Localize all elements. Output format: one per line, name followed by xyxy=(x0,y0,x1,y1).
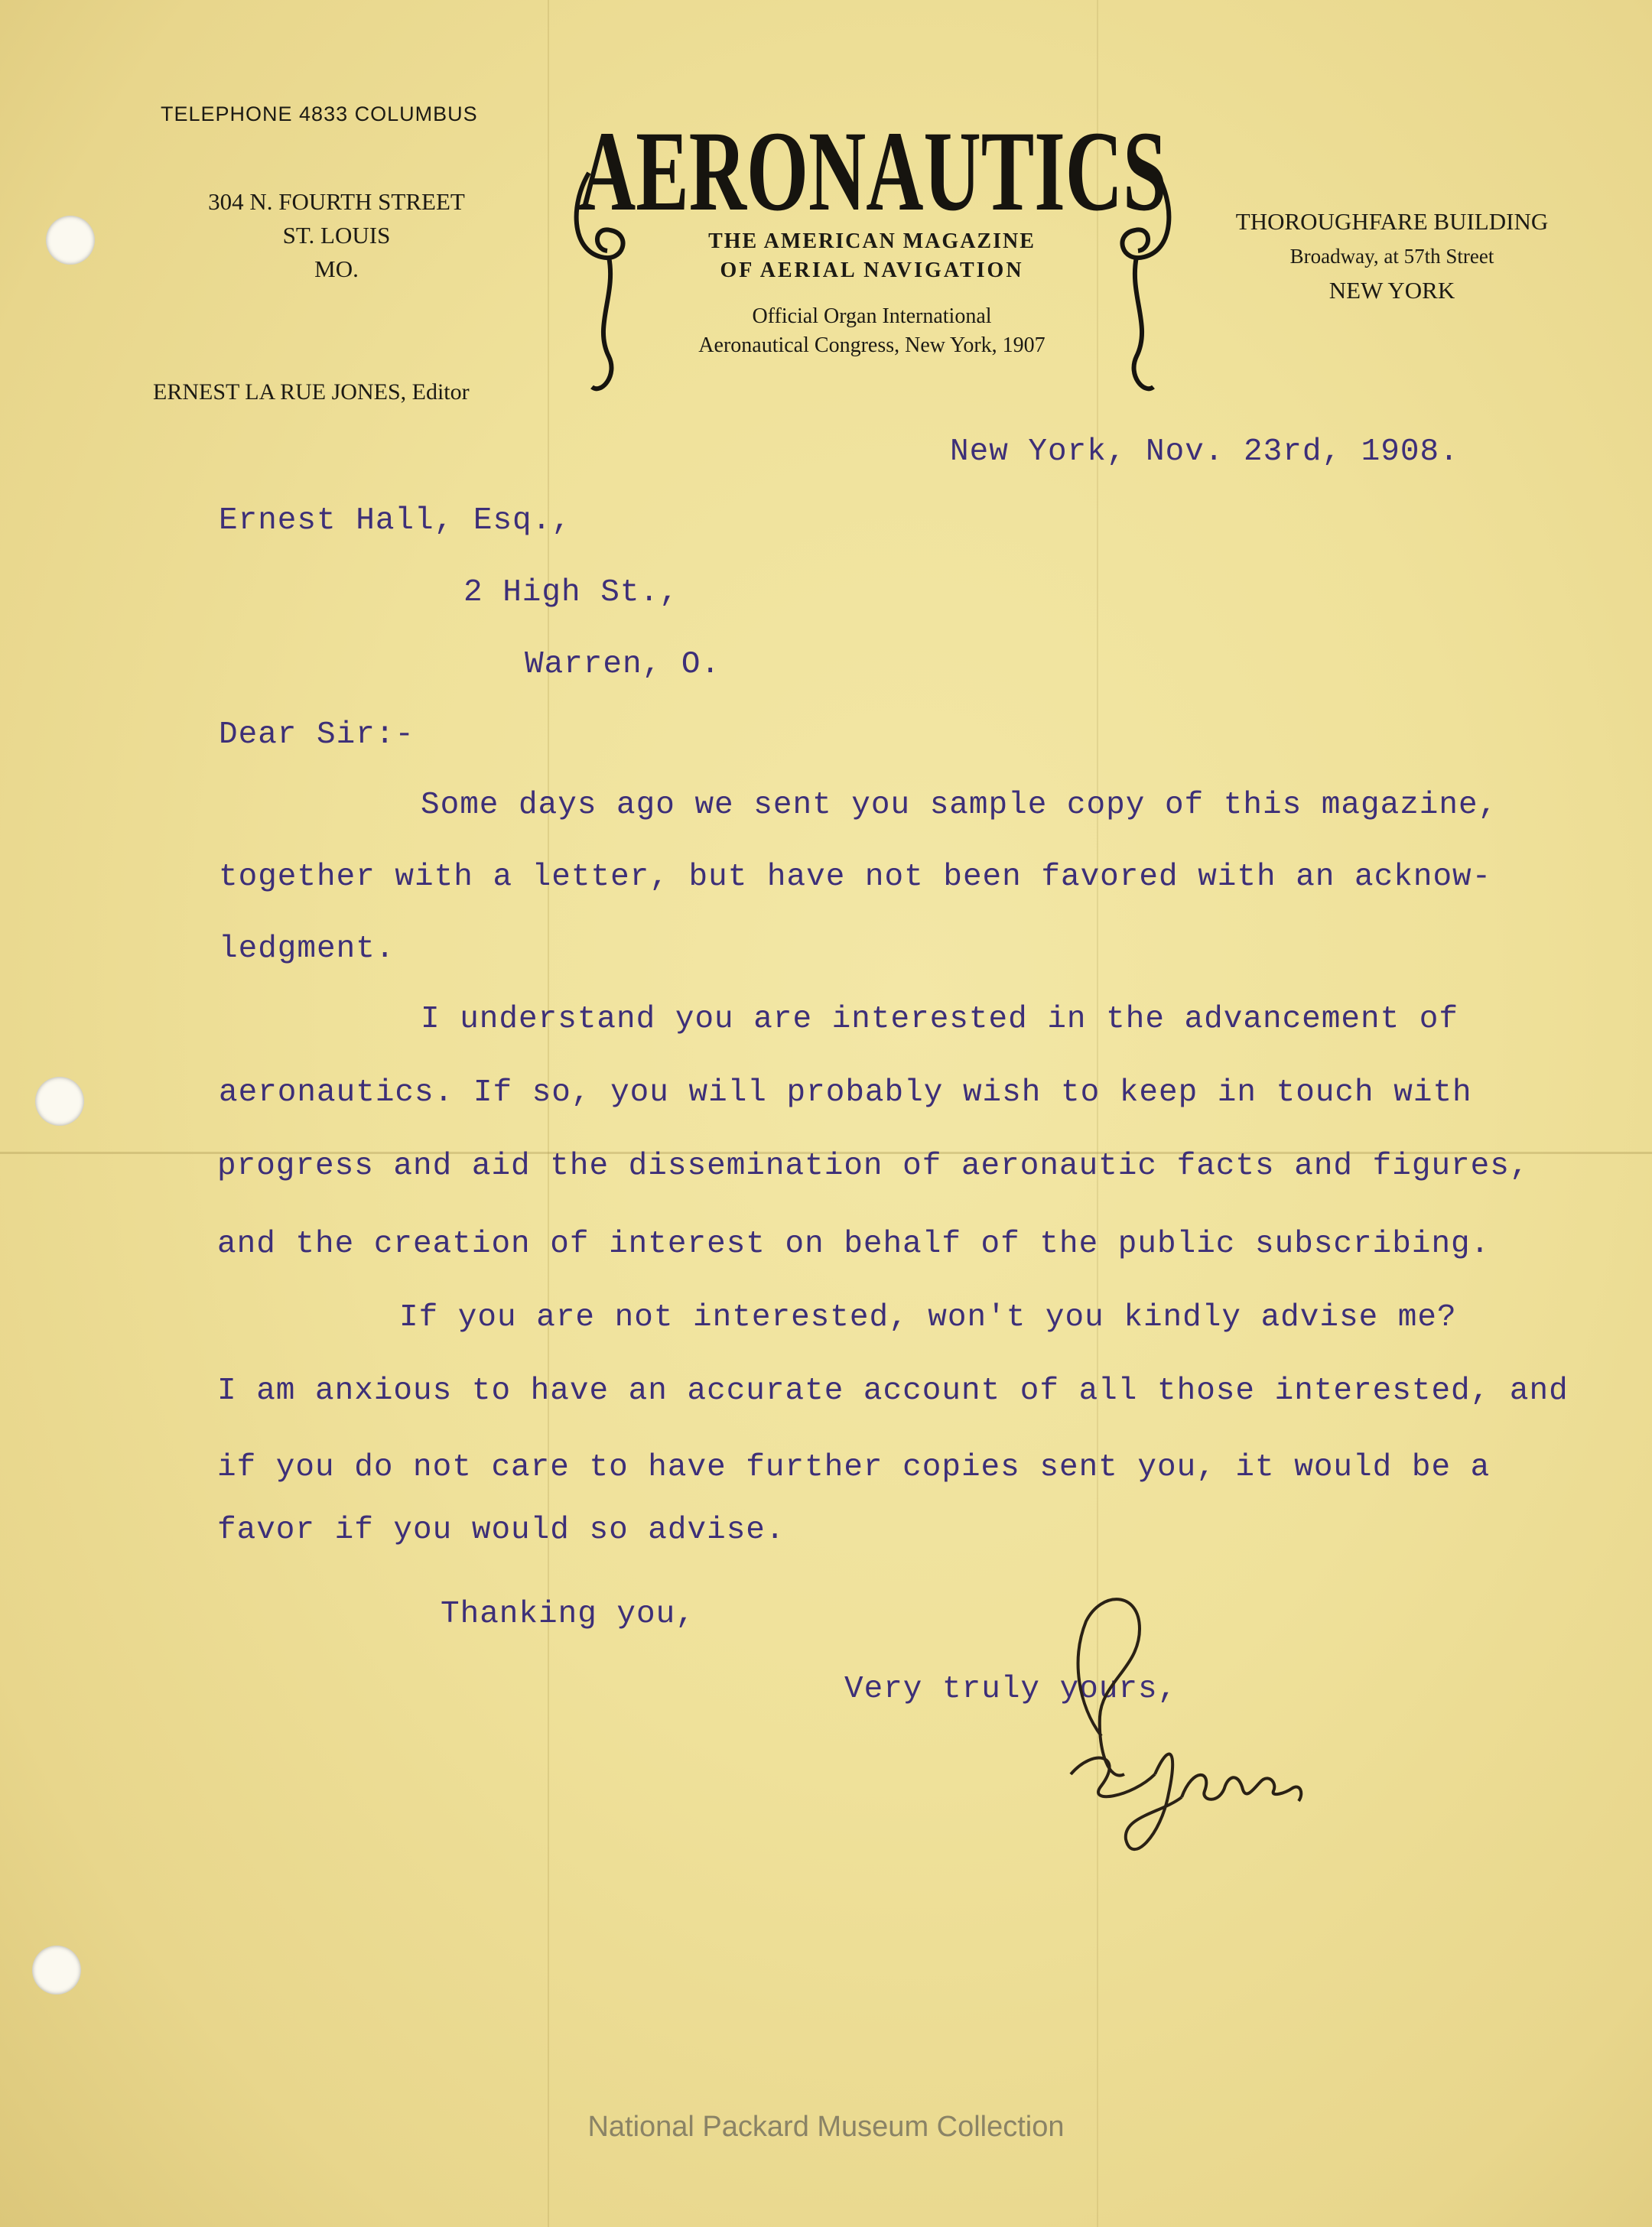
signature-stroke xyxy=(1126,1754,1182,1850)
collection-watermark: National Packard Museum Collection xyxy=(587,2111,1065,2143)
letterhead-street: 304 N. FOURTH STREET xyxy=(208,188,465,215)
punch-hole xyxy=(32,1946,81,1995)
body-line: aeronautics. If so, you will probably wish to keep in touch with xyxy=(219,1075,1472,1110)
masthead-tagline: OF AERIAL NAVIGATION xyxy=(720,258,1024,282)
signature-stroke xyxy=(1182,1775,1301,1801)
letter-date: New York, Nov. 23rd, 1908. xyxy=(950,434,1459,470)
letter-closing: Very truly yours, xyxy=(844,1672,1178,1707)
body-line: if you do not care to have further copies sent you, it would be a xyxy=(217,1450,1491,1485)
fold-line xyxy=(548,0,549,2227)
masthead-official: Official Organ International xyxy=(752,304,992,328)
letterhead-telephone: TELEPHONE 4833 COLUMBUS xyxy=(161,102,478,125)
letterhead-building: THOROUGHFARE BUILDING xyxy=(1235,208,1549,235)
body-line: together with a letter, but have not been favored with an acknow- xyxy=(219,860,1492,895)
signature-stroke xyxy=(1078,1599,1140,1775)
masthead-tagline: THE AMERICAN MAGAZINE xyxy=(708,229,1036,253)
signature xyxy=(1055,1583,1315,1874)
body-line: Some days ago we sent you sample copy of this magazine, xyxy=(421,788,1498,823)
letterhead-editor: ERNEST LA RUE JONES, Editor xyxy=(153,379,470,405)
body-line: and the creation of interest on behalf of the public subscribing. xyxy=(217,1227,1491,1262)
recipient-city: Warren, O. xyxy=(525,647,721,682)
body-line: progress and aid the dissemination of aeronautic facts and figures, xyxy=(217,1149,1530,1184)
recipient-name: Ernest Hall, Esq., xyxy=(219,503,571,538)
punch-hole xyxy=(35,1077,84,1126)
body-line: If you are not interested, won't you kindly advise me? xyxy=(399,1300,1457,1335)
letterhead-ny-street: Broadway, at 57th Street xyxy=(1289,245,1494,268)
body-line: favor if you would so advise. xyxy=(217,1513,785,1548)
letterhead-city: ST. LOUIS xyxy=(282,222,391,249)
masthead-title: AERONAUTICS xyxy=(578,108,1167,235)
salutation: Dear Sir:- xyxy=(219,717,415,753)
body-line: I am anxious to have an accurate account of all those interested, and xyxy=(217,1374,1569,1409)
signature-stroke xyxy=(1071,1758,1155,1797)
punch-hole xyxy=(46,216,95,265)
body-line: ledgment. xyxy=(219,931,395,967)
recipient-street: 2 High St., xyxy=(463,575,679,610)
body-line: I understand you are interested in the advancement of xyxy=(421,1002,1459,1037)
letterhead-ny-city: NEW YORK xyxy=(1328,277,1455,304)
masthead-official: Aeronautical Congress, New York, 1907 xyxy=(698,333,1046,357)
letterhead-state: MO. xyxy=(314,255,359,282)
letter-thanks: Thanking you, xyxy=(441,1597,695,1632)
